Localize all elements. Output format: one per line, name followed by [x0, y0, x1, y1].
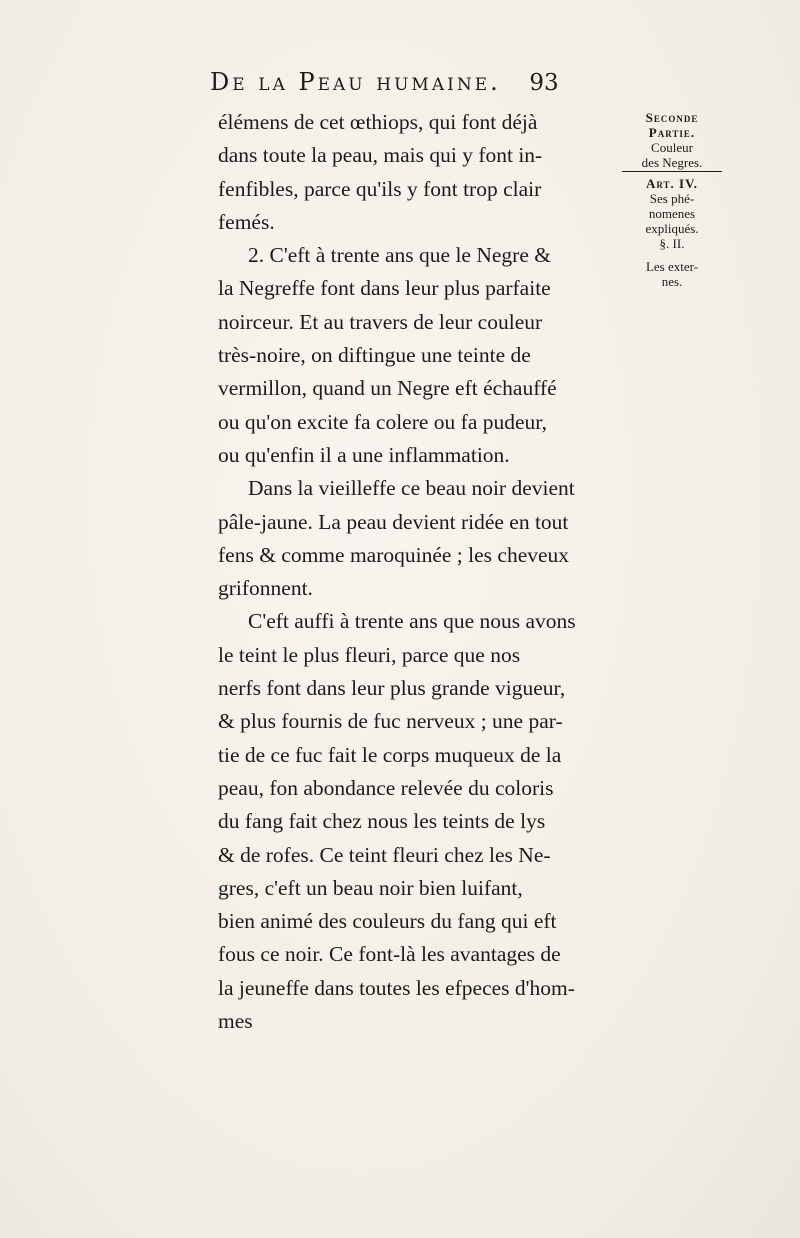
text-line: très-noire, on diftingue une teinte de: [218, 343, 531, 368]
text-line: gres, c'eft un beau noir bien luifant,: [218, 875, 523, 900]
text-line: noirceur. Et au travers de leur couleur: [218, 309, 543, 334]
text-line: fous ce noir. Ce font-là les avantages de: [218, 942, 561, 967]
text-line: la jeuneffe dans toutes les efpeces d'hom-: [218, 975, 575, 1000]
margin-note-section: §. II.: [659, 236, 685, 251]
text-line: tie de ce fuc fait le corps muqueux de la: [218, 742, 562, 767]
running-head: [210, 68, 630, 96]
text-line: & plus fournis de fuc nerveux ; une par-: [218, 709, 563, 734]
text-line: dans toute la peau, mais qui y font in-: [218, 143, 543, 168]
margin-note-topic: Ses phé-: [649, 191, 695, 206]
margin-note-topic-end: expliqués.: [645, 221, 699, 236]
text-line: fens & comme maroquinée ; les cheveux: [218, 542, 570, 567]
margin-note-article: Art. IV.: [645, 176, 699, 191]
margin-note-external-cont: nes.: [661, 274, 683, 289]
text-line: la Negreffe font dans leur plus parfaite: [218, 276, 551, 301]
margin-note-topic-cont: nomenes: [648, 206, 696, 221]
text-line: bien animé des couleurs du fang qui eft: [218, 909, 557, 934]
text-line: femés.: [218, 209, 275, 234]
text-line: C'eft auffi à trente ans que nous avons: [248, 609, 576, 634]
running-head-title: De la Peau humaine.: [210, 68, 501, 96]
margin-note-part: Seconde: [645, 110, 699, 125]
text-line: fenfibles, parce qu'ils y font trop clair: [218, 176, 542, 201]
text-line: Dans la vieilleffe ce beau noir devient: [248, 476, 575, 501]
margin-note-external: Les exter-: [645, 259, 699, 274]
catchword: mes: [218, 1009, 253, 1034]
text-line: ou qu'on excite fa colere ou fa pudeur,: [218, 409, 547, 434]
page-number: 93: [529, 70, 559, 96]
text-line: 2. C'eft à trente ans que le Negre &: [248, 243, 551, 268]
margin-note-subject-cont: des Negres.: [622, 155, 722, 172]
margin-note-subject: Couleur: [651, 140, 693, 155]
text-line: le teint le plus fleuri, parce que nos: [218, 642, 521, 667]
text-line: grifonnent.: [218, 576, 313, 601]
text-line: peau, fon abondance relevée du coloris: [218, 775, 554, 800]
text-line: nerfs font dans leur plus grande vigueur,: [218, 676, 566, 701]
body-text: [218, 106, 608, 1038]
text-line: du fang fait chez nous les teints de lys: [218, 809, 546, 834]
margin-notes: [622, 110, 722, 289]
margin-note-part-label: Partie.: [648, 125, 696, 140]
text-line: vermillon, quand un Negre eft échauffé: [218, 376, 557, 401]
text-line: pâle-jaune. La peau devient ridée en tout: [218, 509, 569, 534]
text-line: ou qu'enfin il a une inflammation.: [218, 442, 510, 467]
text-line: & de rofes. Ce teint fleuri chez les Ne-: [218, 842, 551, 867]
text-line: élémens de cet œthiops, qui font déjà: [218, 110, 538, 134]
